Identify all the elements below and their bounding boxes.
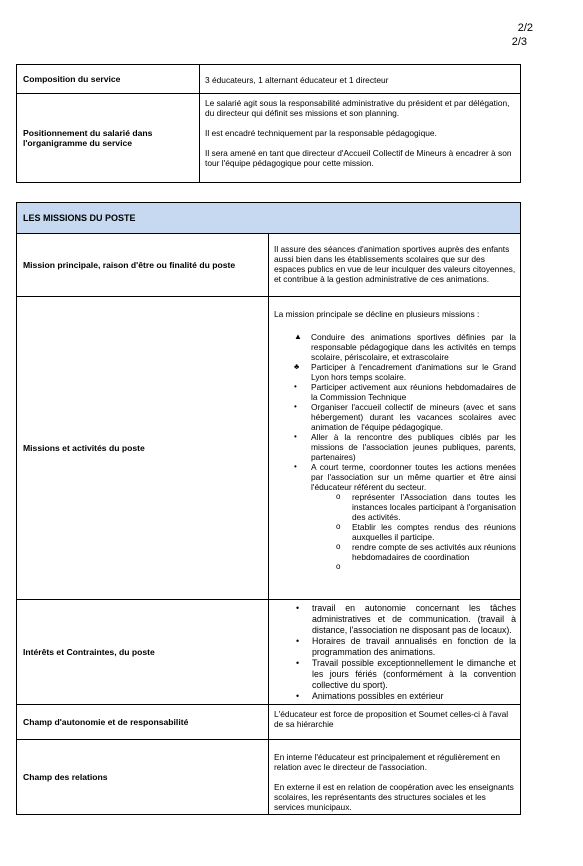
table-row: [17, 297, 521, 600]
missions-value: [269, 297, 521, 600]
composition-value: 3 éducateurs, 1 alternant éducateur et 1 directeur: [200, 65, 521, 94]
list-item: o rendre compte de ses activités aux réunions hebdomadaires de coordination: [336, 542, 516, 562]
list-item: • A court terme, coordonner toutes les actions menées par l'association sur un même quartier et être ainsi l'éducateur référent du secteur.: [294, 462, 516, 492]
bullet-icon: •: [294, 382, 297, 391]
relations-value: [269, 740, 521, 815]
relations-label: Champ des relations: [17, 740, 269, 815]
bullet-icon: •: [296, 658, 300, 668]
mission-principale-value: Il assure des séances d'animation sportives auprès des enfants aussi bien dans les établissements scolaires que sur des espaces publics en vue de leur inculquer des valeurs citoyennes, et contribue à la gestion administrative de ces animations.: [269, 234, 521, 297]
table-row: [17, 203, 521, 234]
relations-paragraph: En externe il est en relation de coopération avec les enseignants scolaires, les représentants des structures sociales et les services municipaux.: [274, 782, 514, 812]
autonomie-value: L'éducateur est force de proposition et Soumet celles-ci à l'aval de sa hiérarchie: [269, 705, 521, 740]
circle-bullet-icon: o: [336, 542, 341, 551]
interets-label: Intérêts et Contraintes, du poste: [17, 600, 269, 705]
table-row: [17, 94, 521, 183]
positionnement-paragraph: Le salarié agit sous la responsabilité administrative du président et par délégation, du directeur qui définit ses missions et son planning.: [205, 98, 510, 118]
positionnement-paragraph: Il sera amené en tant que directeur d'Accueil Collectif de Mineurs à encadrer à son tour l'équipe pédagogique pour cette mission.: [205, 148, 512, 168]
bullet-icon: •: [294, 402, 297, 411]
missions-table: [16, 202, 521, 815]
list-item: • Aller à la rencontre des publiques ciblés par les missions de l'association jeunes publiques, parents, partenaires): [294, 432, 516, 462]
bullet-icon: •: [296, 636, 300, 646]
bullet-icon: •: [294, 432, 297, 441]
table-row: [17, 65, 521, 94]
circle-bullet-icon: o: [336, 492, 341, 501]
list-item: • Travail possible exceptionnellement le dimanche et les jours fériés (conformément à la convention collective du sport).: [296, 658, 516, 690]
list-item: • Organiser l'accueil collectif de mineurs (avec et sans hébergement) durant les vacances scolaires avec animation de l'équipe pédagogique.: [294, 402, 516, 432]
mission-principale-label: Mission principale, raison d'être ou finalité du poste: [17, 234, 269, 297]
list-item: ♣ Participer à l'encadrement d'animations sur le Grand Lyon hors temps scolaire.: [294, 362, 516, 382]
bullet-icon: •: [294, 462, 297, 471]
page-number-primary: 2/2: [517, 22, 533, 34]
interets-value: [269, 600, 521, 705]
bullet-icon: •: [296, 603, 300, 613]
positionnement-value: [200, 94, 521, 183]
autonomie-label: Champ d'autonomie et de responsabilité: [17, 705, 269, 740]
table-row: [17, 740, 521, 815]
circle-bullet-icon: o: [336, 522, 341, 531]
positionnement-label: Positionnement du salarié dans l'organigramme du service: [17, 94, 200, 183]
section-title: LES MISSIONS DU POSTE: [17, 203, 521, 234]
table-row: [17, 234, 521, 297]
table-row: [17, 705, 521, 740]
missions-sublist: [274, 492, 516, 572]
list-item: ▲ Conduire des animations sportives définies par la responsable pédagogique dans les activités en temps scolaire, périscolaire, et extrascolaire: [294, 332, 516, 362]
list-item: o représenter l'Association dans toutes les instances locales participant à l'organisation des activités.: [336, 492, 516, 522]
circle-bullet-icon: o: [336, 562, 341, 571]
service-table: [16, 64, 521, 183]
relations-paragraph: En interne l'éducateur est principalement et régulièrement en relation avec le directeur de l'association.: [274, 752, 500, 772]
list-item: o Etablir les comptes rendus des réunions auxquelles il participe.: [336, 522, 516, 542]
list-item: • Horaires de travail annualisés en fonction de la programmation des animations.: [296, 636, 516, 657]
missions-label: Missions et activités du poste: [17, 297, 269, 600]
interets-list: [274, 603, 516, 702]
table-row: [17, 600, 521, 705]
bullet-icon: ▲: [294, 332, 302, 341]
composition-label: Composition du service: [17, 65, 200, 94]
missions-intro: La mission principale se décline en plusieurs missions :: [274, 309, 480, 319]
bullet-icon: •: [296, 691, 300, 701]
missions-list: [274, 332, 516, 492]
list-item: • Animations possibles en extérieur: [296, 691, 444, 701]
list-item: • Participer activement aux réunions hebdomadaires de la Commission Technique: [294, 382, 516, 402]
list-item: [274, 562, 516, 572]
positionnement-paragraph: Il est encadré techniquement par la responsable pédagogique.: [205, 128, 437, 138]
bullet-icon: ♣: [294, 362, 300, 371]
list-item: • travail en autonomie concernant les tâches administratives et de communication. (travail à distance, l'association ne disposant pas de locaux).: [296, 603, 516, 635]
page-number-secondary: 2/3: [511, 36, 527, 48]
